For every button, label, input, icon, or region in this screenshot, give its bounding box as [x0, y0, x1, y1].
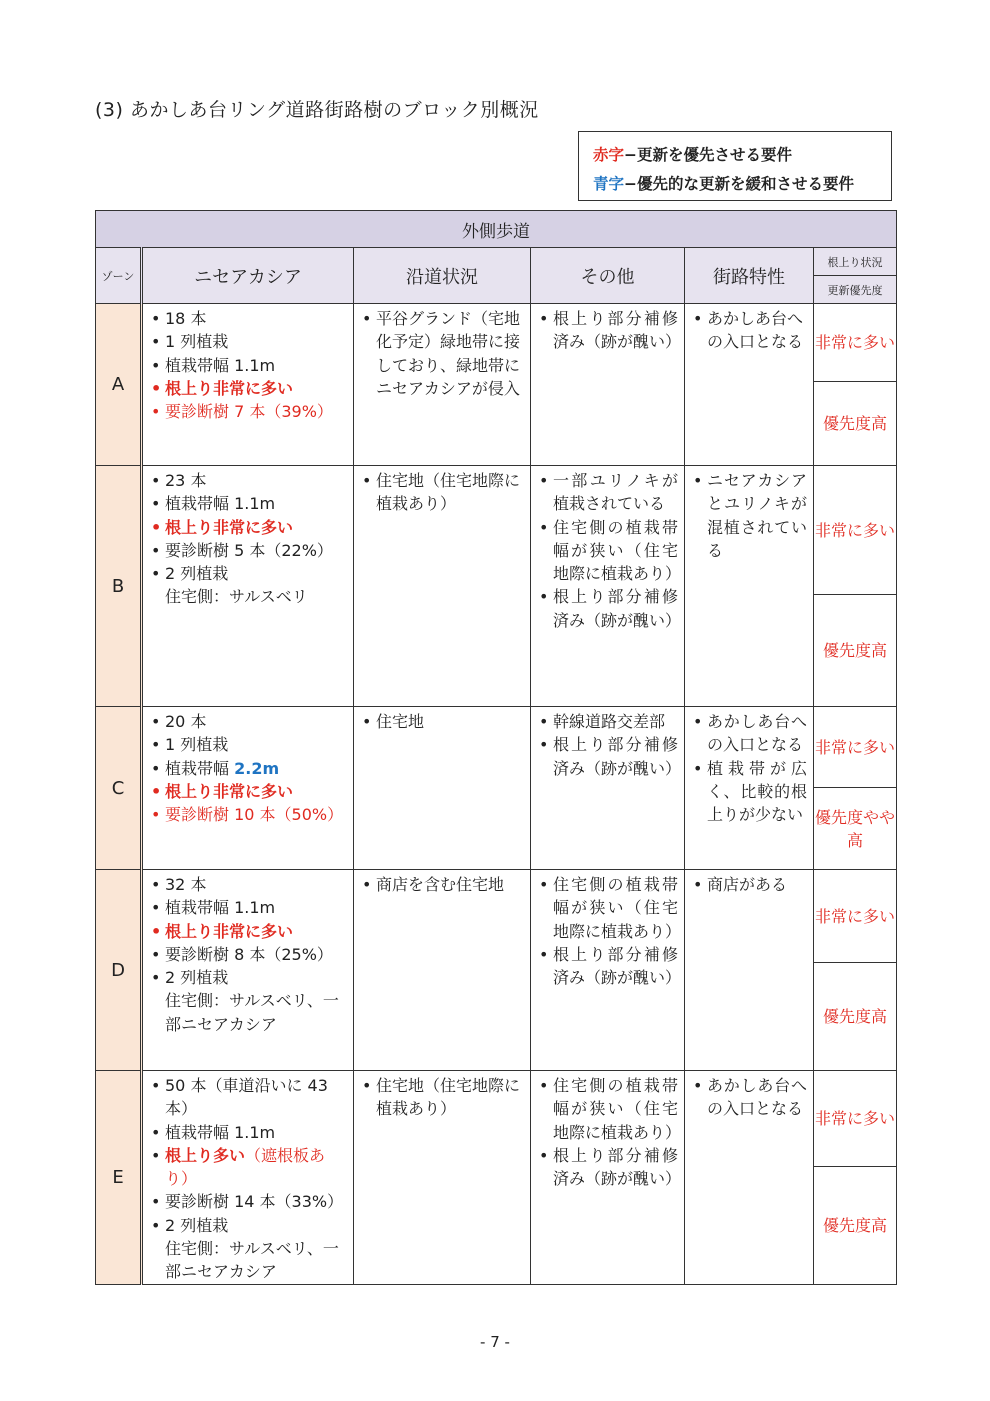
list-item: • 植栽帯幅 1.1m	[151, 354, 347, 377]
list-item: • 要診断樹 7 本（39%）	[151, 400, 347, 423]
other-cell	[531, 1071, 685, 1285]
update-priority: 優先度高	[814, 1167, 897, 1285]
list-item: • 18 本	[151, 307, 347, 330]
list-item-note: （遮根板あり）	[165, 1145, 326, 1189]
zone-label: D	[96, 870, 142, 1071]
root-status: 非常に多い	[814, 870, 897, 963]
root-status: 非常に多い	[814, 707, 897, 788]
list-item: • 根上り非常に多い	[151, 920, 347, 943]
street-cell	[685, 870, 814, 1071]
root-status: 非常に多い	[814, 304, 897, 382]
list-item: • 根上り非常に多い	[151, 780, 347, 803]
list-item-emphasis: 根上り多い	[165, 1145, 246, 1165]
root-status: 非常に多い	[814, 1071, 897, 1167]
legend-red-key: 赤字	[593, 146, 625, 164]
list-item: • 要診断樹 10 本（50%）	[151, 803, 347, 826]
list-item: • 商店を含む住宅地	[362, 873, 524, 896]
list-item: • ニセアカシアとユリノキが混植されている	[693, 469, 807, 562]
update-priority: 優先度高	[814, 963, 897, 1071]
list-item: • あかしあ台への入口となる	[693, 1074, 807, 1121]
street-cell	[685, 466, 814, 707]
zone-label: E	[96, 1071, 142, 1285]
list-item	[151, 1144, 347, 1191]
other-cell	[531, 707, 685, 870]
legend-blue-key: 青字	[593, 175, 625, 193]
tree-cell	[142, 466, 354, 707]
table-row-e	[96, 1071, 897, 1167]
list-item: • 住宅地（住宅地際に植栽あり）	[362, 469, 524, 516]
update-priority: 優先度高	[814, 595, 897, 707]
list-item: • 32 本	[151, 873, 347, 896]
street-cell	[685, 1071, 814, 1285]
table-row-c	[96, 707, 897, 788]
update-priority: 優先度高	[814, 382, 897, 466]
list-item: • 根上り部分補修済み（跡が醜い）	[539, 733, 678, 780]
header-street: 街路特性	[685, 248, 814, 304]
street-cell	[685, 304, 814, 466]
list-item: • 根上り部分補修済み（跡が醜い）	[539, 585, 678, 632]
tree-cell	[142, 1071, 354, 1285]
list-item: • 一部ユリノキが植栽されている	[539, 469, 678, 516]
list-item: • 要診断樹 8 本（25%）	[151, 943, 347, 966]
list-item: • 2 列植栽	[151, 1214, 347, 1237]
list-item-text: 植栽帯幅	[165, 758, 230, 778]
list-item: • 住宅側の植栽帯幅が狭い（住宅地際に植栽あり）	[539, 516, 678, 586]
list-item: • あかしあ台への入口となる	[693, 710, 807, 757]
header-update-priority: 更新優先度	[814, 276, 897, 304]
list-item: • 根上り非常に多い	[151, 377, 347, 400]
list-item: • 植栽帯幅 1.1m	[151, 1121, 347, 1144]
zone-label: B	[96, 466, 142, 707]
header-other: その他	[531, 248, 685, 304]
list-item: • 20 本	[151, 710, 347, 733]
list-item-continuation: 住宅側：サルスベリ	[165, 587, 308, 607]
roadside-cell	[354, 707, 531, 870]
other-cell	[531, 466, 685, 707]
list-item: • 植栽帯幅 1.1m	[151, 896, 347, 919]
legend-red-row	[593, 141, 891, 170]
tree-cell	[142, 304, 354, 466]
roadside-cell	[354, 466, 531, 707]
list-item-emphasis: 2.2m	[234, 758, 280, 778]
list-item: • 要診断樹 14 本（33%）	[151, 1190, 347, 1213]
header-tree: ニセアカシア	[142, 248, 354, 304]
legend-red-desc: −更新を優先させる要件	[624, 146, 793, 164]
street-cell	[685, 707, 814, 870]
list-item: • 2 列植栽	[151, 966, 347, 989]
color-legend	[578, 131, 892, 201]
roadside-cell	[354, 1071, 531, 1285]
page-number: - 7 -	[480, 1333, 510, 1351]
legend-blue-desc: −優先的な更新を緩和させる要件	[624, 175, 855, 193]
list-item: • 根上り部分補修済み（跡が醜い）	[539, 943, 678, 990]
legend-blue-row	[593, 170, 891, 199]
street-tree-table	[95, 210, 897, 1285]
header-root-status: 根上り状況	[814, 248, 897, 276]
roadside-cell	[354, 304, 531, 466]
list-item-continuation: 住宅側：サルスベリ、一部ニセアカシア	[165, 991, 339, 1034]
list-item: • 23 本	[151, 469, 347, 492]
list-item: • 要診断樹 5 本（22%）	[151, 539, 347, 562]
other-cell	[531, 304, 685, 466]
table-row-d	[96, 870, 897, 963]
list-item: • 住宅側の植栽帯幅が狭い（住宅地際に植栽あり）	[539, 873, 678, 943]
tree-cell	[142, 870, 354, 1071]
list-item: • 1 列植栽	[151, 330, 347, 353]
other-cell	[531, 870, 685, 1071]
root-status: 非常に多い	[814, 466, 897, 595]
list-item: • 植栽帯が広く、比較的根上りが少ない	[693, 757, 807, 827]
list-item: • 1 列植栽	[151, 733, 347, 756]
list-item: • あかしあ台への入口となる	[693, 307, 807, 354]
zone-label: C	[96, 707, 142, 870]
list-item: • 植栽帯幅 1.1m	[151, 492, 347, 515]
list-item: • 住宅地（住宅地際に植栽あり）	[362, 1074, 524, 1121]
zone-label: A	[96, 304, 142, 466]
list-item: • 平谷グランド（宅地化予定）緑地帯に接しており、緑地帯にニセアカシアが侵入	[362, 307, 524, 400]
roadside-cell	[354, 870, 531, 1071]
table-row-b	[96, 466, 897, 595]
list-item: • 住宅地	[362, 710, 524, 733]
list-item: • 根上り部分補修済み（跡が醜い）	[539, 1144, 678, 1191]
tree-cell	[142, 707, 354, 870]
list-item: • 50 本（車道沿いに 43 本）	[151, 1074, 347, 1121]
list-item: • 幹線道路交差部	[539, 710, 678, 733]
band-title: 外側歩道	[96, 211, 897, 248]
list-item: • 住宅側の植栽帯幅が狭い（住宅地際に植栽あり）	[539, 1074, 678, 1144]
list-item-continuation: 住宅側：サルスベリ、一部ニセアカシア	[165, 1239, 339, 1282]
list-item	[151, 757, 347, 780]
section-heading: (3) あかしあ台リング道路街路樹のブロック別概況	[95, 99, 539, 121]
list-item: • 根上り部分補修済み（跡が醜い）	[539, 307, 678, 354]
header-zone: ゾーン	[96, 248, 142, 304]
list-item: • 2 列植栽	[151, 562, 347, 585]
header-roadside: 沿道状況	[354, 248, 531, 304]
update-priority: 優先度やや高	[814, 788, 897, 870]
list-item: • 商店がある	[693, 873, 807, 896]
table-row-a	[96, 304, 897, 382]
list-item: • 根上り非常に多い	[151, 516, 347, 539]
